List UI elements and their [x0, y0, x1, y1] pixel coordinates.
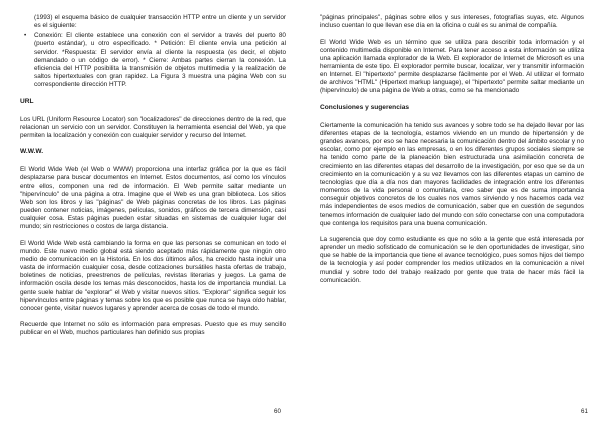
conclusions-paragraph: Ciertamente la comunicación ha tenido sus avances y sobre todo se ha dejado llevar por las diferentes etapas de la tecnología, estamos viviendo en un mundo de hipertensión y de grandes avances, por eso se hace necesaria la comunicación dentro del ámbito escolar y no escolar, como por ejemplo en las empresas, o en los diferentes grupos sociales siempre se ha tenido como parte de la planeación bien estructurada una asimilación concreta de crecimiento en las diferentes etapas del desarrollo de la investigación, por eso que se da un crecimiento en la comunicación y a su vez llevamos con las diferentes etapas un camino de tecnologías que día a día nos dan mayores facilidades de integración entre los diferentes momentos de la vida personal o comunitaria, creo saber que es de suma importancia conseguir objetivos concretos de los cuales nos vamos sirviendo y nos hacemos cada vez más independientes de esos medios de comunicación, saber que en cuestión de segundos tenemos información de cualquier lado del mundo con sólo conectarse con una computadora que contenga los requisitos para una buena comunicación. [320, 121, 584, 227]
http-steps-list [20, 32, 286, 89]
left-page-text-column [20, 14, 286, 338]
list-item [20, 32, 286, 89]
web-paragraph: El World Wide Web es un término que se utiliza para describir toda información y el contenido multimedia disponible en Internet. Para tener acceso a esta información se utiliza una aplicación llamada explorador de la Web. El explorador de Internet de Microsoft es una herramienta de este tipo. El explorador permite buscar, localizar, ver y transmitir información en Internet. El "hipertexto" permite desplazarse fácilmente por el Web. Al utilizar el formato de archivos "HTML" (Hipertext markup language), el "hipertexto" permite saltar mediante un (hipervínculo) de una página de Web a otras, como se ha mencionado [320, 38, 584, 95]
page-number-right: 61 [581, 408, 588, 415]
continuation-paragraph: "páginas principales", páginas sobre ellos y sus intereses, fotografías suyas, etc. Algunos incluso cuentan lo que llevan ese día en la oficina o cuál es su animal de compañía. [320, 14, 584, 30]
heading-www: W.W.W. [20, 148, 44, 156]
bullet-symbol: • [24, 32, 27, 40]
www-paragraph-3: Recuerde que Internet no sólo es información para empresas. Puesto que es muy sencillo publicar en el Web, muchos particulares han definido sus propias [20, 321, 286, 337]
page-number-left: 60 [274, 408, 281, 415]
right-page [300, 0, 600, 428]
www-paragraph-2: El World Wide Web está cambiando la forma en que las personas se comunican en todo el mundo. Este nuevo medio global está siendo aceptado más rápidamente que ningún otro medio de comunicación en la Historia. En los dos últimos años, ha crecido hasta incluir una vasta de información cualquier cosa, desde cotizaciones bursátiles hasta ofertas de trabajo, boletines de noticias, preestrenos de películas, revistas literarias y juegos. La gama de información oscila desde los temas más desconocidos, hasta los de importancia mundial. La gente suele hablar de "explorar" el Web y visitar nuevos sitios. "Explorar" significa seguir los hipervínculos entre páginas y temas sobre los que es posible que nunca se haya oído hablar, conocer gente, visitar nuevos lugares y aprender acerca de cosas de todo el mundo. [20, 239, 286, 312]
intro-continuation: (1993) el esquema básico de cualquier transacción HTTP entre un cliente y un servidor es el siguiente: [34, 14, 286, 30]
right-page-text-column [320, 14, 584, 285]
suggestion-paragraph: La sugerencia que doy como estudiante es que no sólo a la gente que está interesada por aprender un medio sofisticado de comunicación se le den oportunidades de investigar, sino que se hable de la importancia que tiene el avance tecnológico, pues somos hijos del tiempo de la tecnología y así poder comprender los medios utilizados en la comunicación a nivel mundial y sobre todo del trabajo realizado por gente que trata de hacer más fácil la comunicación. [320, 236, 584, 284]
bullet-text: Conexión: El cliente establece una conexión con el servidor a través del puerto 80 (puerto estándar), u otro especificado. * Petición: El cliente envía una petición al servidor. *Respuesta: El servidor envía al cliente la respuesta (es decir, el objeto demandado o un código de error). * Cierre: Ambas partes cierran la conexión. La eficiencia del HTTP posibilita la transmisión de objetos multimedia y la realización de saltos hipertextuales con gran rapidez. La Figura 3 muestra una página Web con su correspondiente dirección HTTP. [34, 32, 286, 89]
heading-conclusions: Conclusiones y sugerencias [320, 103, 410, 111]
www-paragraph-1: El World Wide Web (el Web o WWW) proporciona una interfaz gráfica por la que es fácil desplazarse para buscar documentos en Internet. Estos documentos, así como los vínculos entre ellos, componen una red de información. El Web permite saltar mediante un "hipervínculo" de una página a otra. Imagine que el Web es una gran biblioteca. Los sitios Web son los libros y las "páginas" de Web páginas concretas de los libros. Las páginas pueden contener noticias, imágenes, películas, sonidos, gráficos de tercera dimensión, casi cualquier cosa. Estas páginas pueden estar situadas en sistemas de cualquier lugar del mundo; sin restricciones o costos de larga distancia. [20, 166, 286, 231]
heading-url: URL [20, 97, 34, 105]
url-paragraph: Los URL (Uniform Resource Locator) son "localizadores" de direcciones dentro de la red, que relacionan un servicio con un servidor. Constituyen la herramienta esencial del Web, ya que permiten la localización y conexión con cualquier servidor y recurso del Internet. [20, 115, 286, 139]
